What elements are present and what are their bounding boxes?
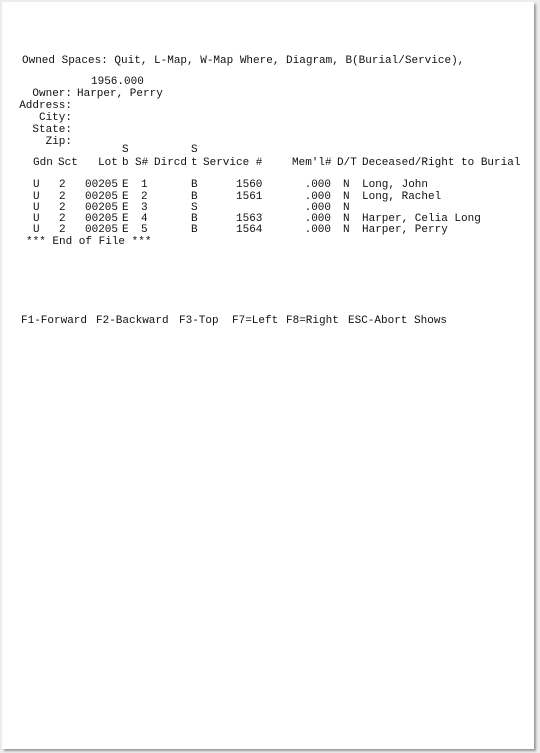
cell-lot: 00205	[85, 179, 119, 191]
cell-lot: 00205	[85, 191, 119, 203]
cell-deceased: Long, Rachel	[362, 191, 442, 203]
column-header-snum: S#	[135, 157, 149, 169]
amount-value: 1956.000	[91, 76, 144, 88]
cell-gdn: U	[33, 202, 40, 214]
cell-st: B	[191, 224, 198, 236]
cell-deceased: Harper, Celia Long	[362, 213, 481, 225]
function-key-esc[interactable]: ESC-Abort Shows	[348, 315, 448, 327]
column-header-st-top: S	[191, 144, 198, 156]
column-header-deceased: Deceased/Right to Burial	[362, 157, 521, 169]
cell-snum: 4	[141, 213, 148, 225]
cell-gdn: U	[33, 179, 40, 191]
function-key-f8[interactable]: F8=Right	[286, 315, 339, 327]
cell-lot: 00205	[85, 213, 119, 225]
cell-dt: N	[343, 202, 350, 214]
cell-sb: E	[122, 179, 129, 191]
cell-dt: N	[343, 191, 350, 203]
cell-snum: 5	[141, 224, 148, 236]
cell-sb: E	[122, 191, 129, 203]
field-label: State:	[32, 124, 72, 136]
function-key-f7[interactable]: F7=Left	[232, 315, 279, 327]
cell-sct: 2	[59, 213, 66, 225]
column-header-st-bottom: t	[191, 157, 198, 169]
column-header-service: Service #	[203, 157, 263, 169]
cell-st: S	[191, 202, 198, 214]
end-of-file-marker: *** End of File ***	[26, 236, 152, 248]
cell-dt: N	[343, 213, 350, 225]
cell-sb: E	[122, 224, 129, 236]
cell-service: 1564	[236, 224, 263, 236]
cell-sct: 2	[59, 202, 66, 214]
field-label: City:	[38, 112, 72, 124]
field-value: Harper, Perry	[77, 88, 163, 100]
cell-st: B	[191, 213, 198, 225]
column-header-dircd: Dircd	[154, 157, 188, 169]
cell-meml: .000	[304, 202, 331, 214]
cell-sct: 2	[59, 224, 66, 236]
cell-sb: E	[122, 213, 129, 225]
field-label: Zip:	[45, 136, 72, 148]
field-label: Owner:	[32, 88, 72, 100]
printed-page	[2, 2, 534, 749]
cell-st: B	[191, 191, 198, 203]
cell-snum: 3	[141, 202, 148, 214]
cell-lot: 00205	[85, 202, 119, 214]
cell-gdn: U	[33, 213, 40, 225]
cell-sb: E	[122, 202, 129, 214]
cell-meml: .000	[304, 179, 331, 191]
column-header-meml: Mem'l#	[292, 157, 332, 169]
cell-deceased: Long, John	[362, 179, 429, 191]
cell-snum: 1	[141, 179, 148, 191]
cell-st: B	[191, 179, 198, 191]
cell-meml: .000	[304, 213, 331, 225]
cell-sct: 2	[59, 191, 66, 203]
cell-sct: 2	[59, 179, 66, 191]
function-key-f1[interactable]: F1-Forward	[21, 315, 88, 327]
column-header-sb-bottom: b	[122, 157, 129, 169]
cell-deceased: Harper, Perry	[362, 224, 448, 236]
column-header-dt: D/T	[337, 157, 357, 169]
cell-gdn: U	[33, 224, 40, 236]
function-key-f2[interactable]: F2-Backward	[96, 315, 169, 327]
column-header-lot: Lot	[98, 157, 118, 169]
cell-gdn: U	[33, 191, 40, 203]
function-key-f3[interactable]: F3-Top	[179, 315, 219, 327]
cell-service: 1561	[236, 191, 263, 203]
field-label: Address:	[19, 100, 72, 112]
column-header-sb-top: S	[122, 144, 129, 156]
cell-service: 1563	[236, 213, 263, 225]
cell-meml: .000	[304, 191, 331, 203]
cell-service: 1560	[236, 179, 263, 191]
owned-spaces-menu: Owned Spaces: Quit, L-Map, W-Map Where, Diagram, B(Burial/Service),	[22, 55, 465, 67]
column-header-sct: Sct	[58, 157, 78, 169]
cell-lot: 00205	[85, 224, 119, 236]
cell-snum: 2	[141, 191, 148, 203]
column-header-gdn: Gdn	[33, 157, 53, 169]
cell-meml: .000	[304, 224, 331, 236]
cell-dt: N	[343, 179, 350, 191]
cell-dt: N	[343, 224, 350, 236]
